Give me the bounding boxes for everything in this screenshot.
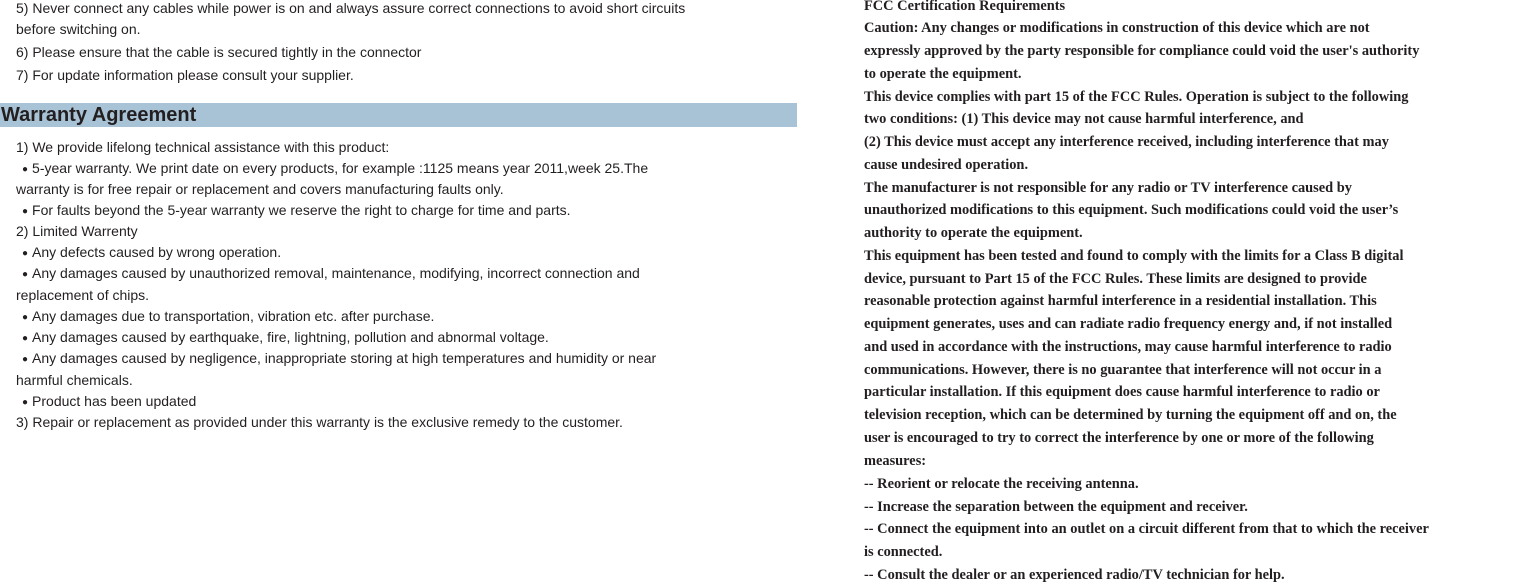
bullet-icon [22, 244, 32, 260]
bullet-icon [22, 329, 32, 345]
fcc-line: cause undesired operation. [864, 157, 1029, 173]
fcc-line: authority to operate the equipment. [864, 225, 1083, 241]
bullet-icon [22, 202, 32, 218]
bullet-icon [22, 393, 32, 409]
fcc-column [864, 0, 1527, 584]
warranty-bullet-line: ● 5-year warranty. We print date on every products, for example :1125 means year 2011,week 25.The [22, 160, 648, 179]
fcc-measure: -- Increase the separation between the equipment and receiver. [864, 499, 1248, 515]
bullet-icon [22, 350, 32, 366]
fcc-line: This equipment has been tested and found to comply with the limits for a Class B digital [864, 248, 1404, 264]
warranty-line: replacement of chips. [16, 287, 150, 303]
bullet-icon [22, 308, 32, 324]
fcc-measure: -- Consult the dealer or an experienced radio/TV technician for help. [864, 567, 1285, 583]
warranty-bullet-line: ● Any damages caused by earthquake, fire, lightning, pollution and abnormal voltage. [22, 329, 549, 348]
fcc-measure: -- Reorient or relocate the receiving antenna. [864, 476, 1139, 492]
fcc-line: measures: [864, 453, 927, 469]
warranty-bullet-line: ● Any damages due to transportation, vibration etc. after purchase. [22, 308, 434, 327]
fcc-line: communications. However, there is no guarantee that interference will not occur in a [864, 362, 1382, 378]
bullet-icon [22, 265, 32, 281]
fcc-line: equipment generates, uses and can radiate radio frequency energy and, if not installed [864, 316, 1393, 332]
warranty-bullet-line: ● For faults beyond the 5-year warranty we reserve the right to charge for time and parts. [22, 202, 571, 221]
fcc-line: (2) This device must accept any interference received, including interference that may [864, 134, 1389, 150]
fcc-line: television reception, which can be determined by turning the equipment off and on, the [864, 407, 1397, 423]
bullet-icon [22, 160, 32, 176]
fcc-line: Caution: Any changes or modifications in construction of this device which are not [864, 20, 1370, 36]
fcc-line: device, pursuant to Part 15 of the FCC Rules. These limits are designed to provide [864, 271, 1367, 287]
warranty-bullet-line: ● Any defects caused by wrong operation. [22, 244, 281, 263]
fcc-line: user is encouraged to try to correct the interference by one or more of the following [864, 430, 1374, 446]
warranty-bullet-line: ● Any damages caused by negligence, inappropriate storing at high temperatures and humidity or near [22, 350, 656, 369]
fcc-title: FCC Certification Requirements [864, 0, 1066, 14]
fcc-line: and used in accordance with the instructions, may cause harmful interference to radio [864, 339, 1392, 355]
warranty-line: 2) Limited Warrenty [16, 223, 138, 239]
fcc-measure: -- Connect the equipment into an outlet on a circuit different from that to which the receiver [864, 521, 1429, 537]
warranty-line: 1) We provide lifelong technical assistance with this product: [16, 139, 390, 155]
fcc-line: unauthorized modifications to this equipment. Such modifications could void the user’s [864, 202, 1399, 218]
fcc-line: This device complies with part 15 of the FCC Rules. Operation is subject to the following [864, 89, 1409, 105]
warranty-line: 3) Repair or replacement as provided under this warranty is the exclusive remedy to the customer. [16, 414, 623, 430]
instruction-line: before switching on. [16, 21, 141, 37]
warranty-line: harmful chemicals. [16, 372, 133, 388]
fcc-line: two conditions: (1) This device may not cause harmful interference, and [864, 111, 1304, 127]
fcc-line: to operate the equipment. [864, 66, 1022, 82]
warranty-line: warranty is for free repair or replacement and covers manufacturing faults only. [16, 181, 504, 197]
fcc-line: reasonable protection against harmful interference in a residential installation. This [864, 293, 1377, 309]
fcc-measure: is connected. [864, 544, 943, 560]
instruction-line: 6) Please ensure that the cable is secured tightly in the connector [16, 44, 422, 60]
instruction-line: 7) For update information please consult your supplier. [16, 67, 354, 83]
warranty-bullet-line: ● Product has been updated [22, 393, 196, 412]
fcc-line: The manufacturer is not responsible for any radio or TV interference caused by [864, 180, 1352, 196]
warranty-title: Warranty Agreement [1, 104, 197, 126]
fcc-line: expressly approved by the party responsible for compliance could void the user's authority [864, 43, 1420, 59]
warranty-bullet-line: ● Any damages caused by unauthorized removal, maintenance, modifying, incorrect connection and [22, 265, 640, 284]
fcc-line: particular installation. If this equipment does cause harmful interference to radio or [864, 384, 1380, 400]
instruction-line: 5) Never connect any cables while power is on and always assure correct connections to avoid short circuits [16, 0, 686, 16]
